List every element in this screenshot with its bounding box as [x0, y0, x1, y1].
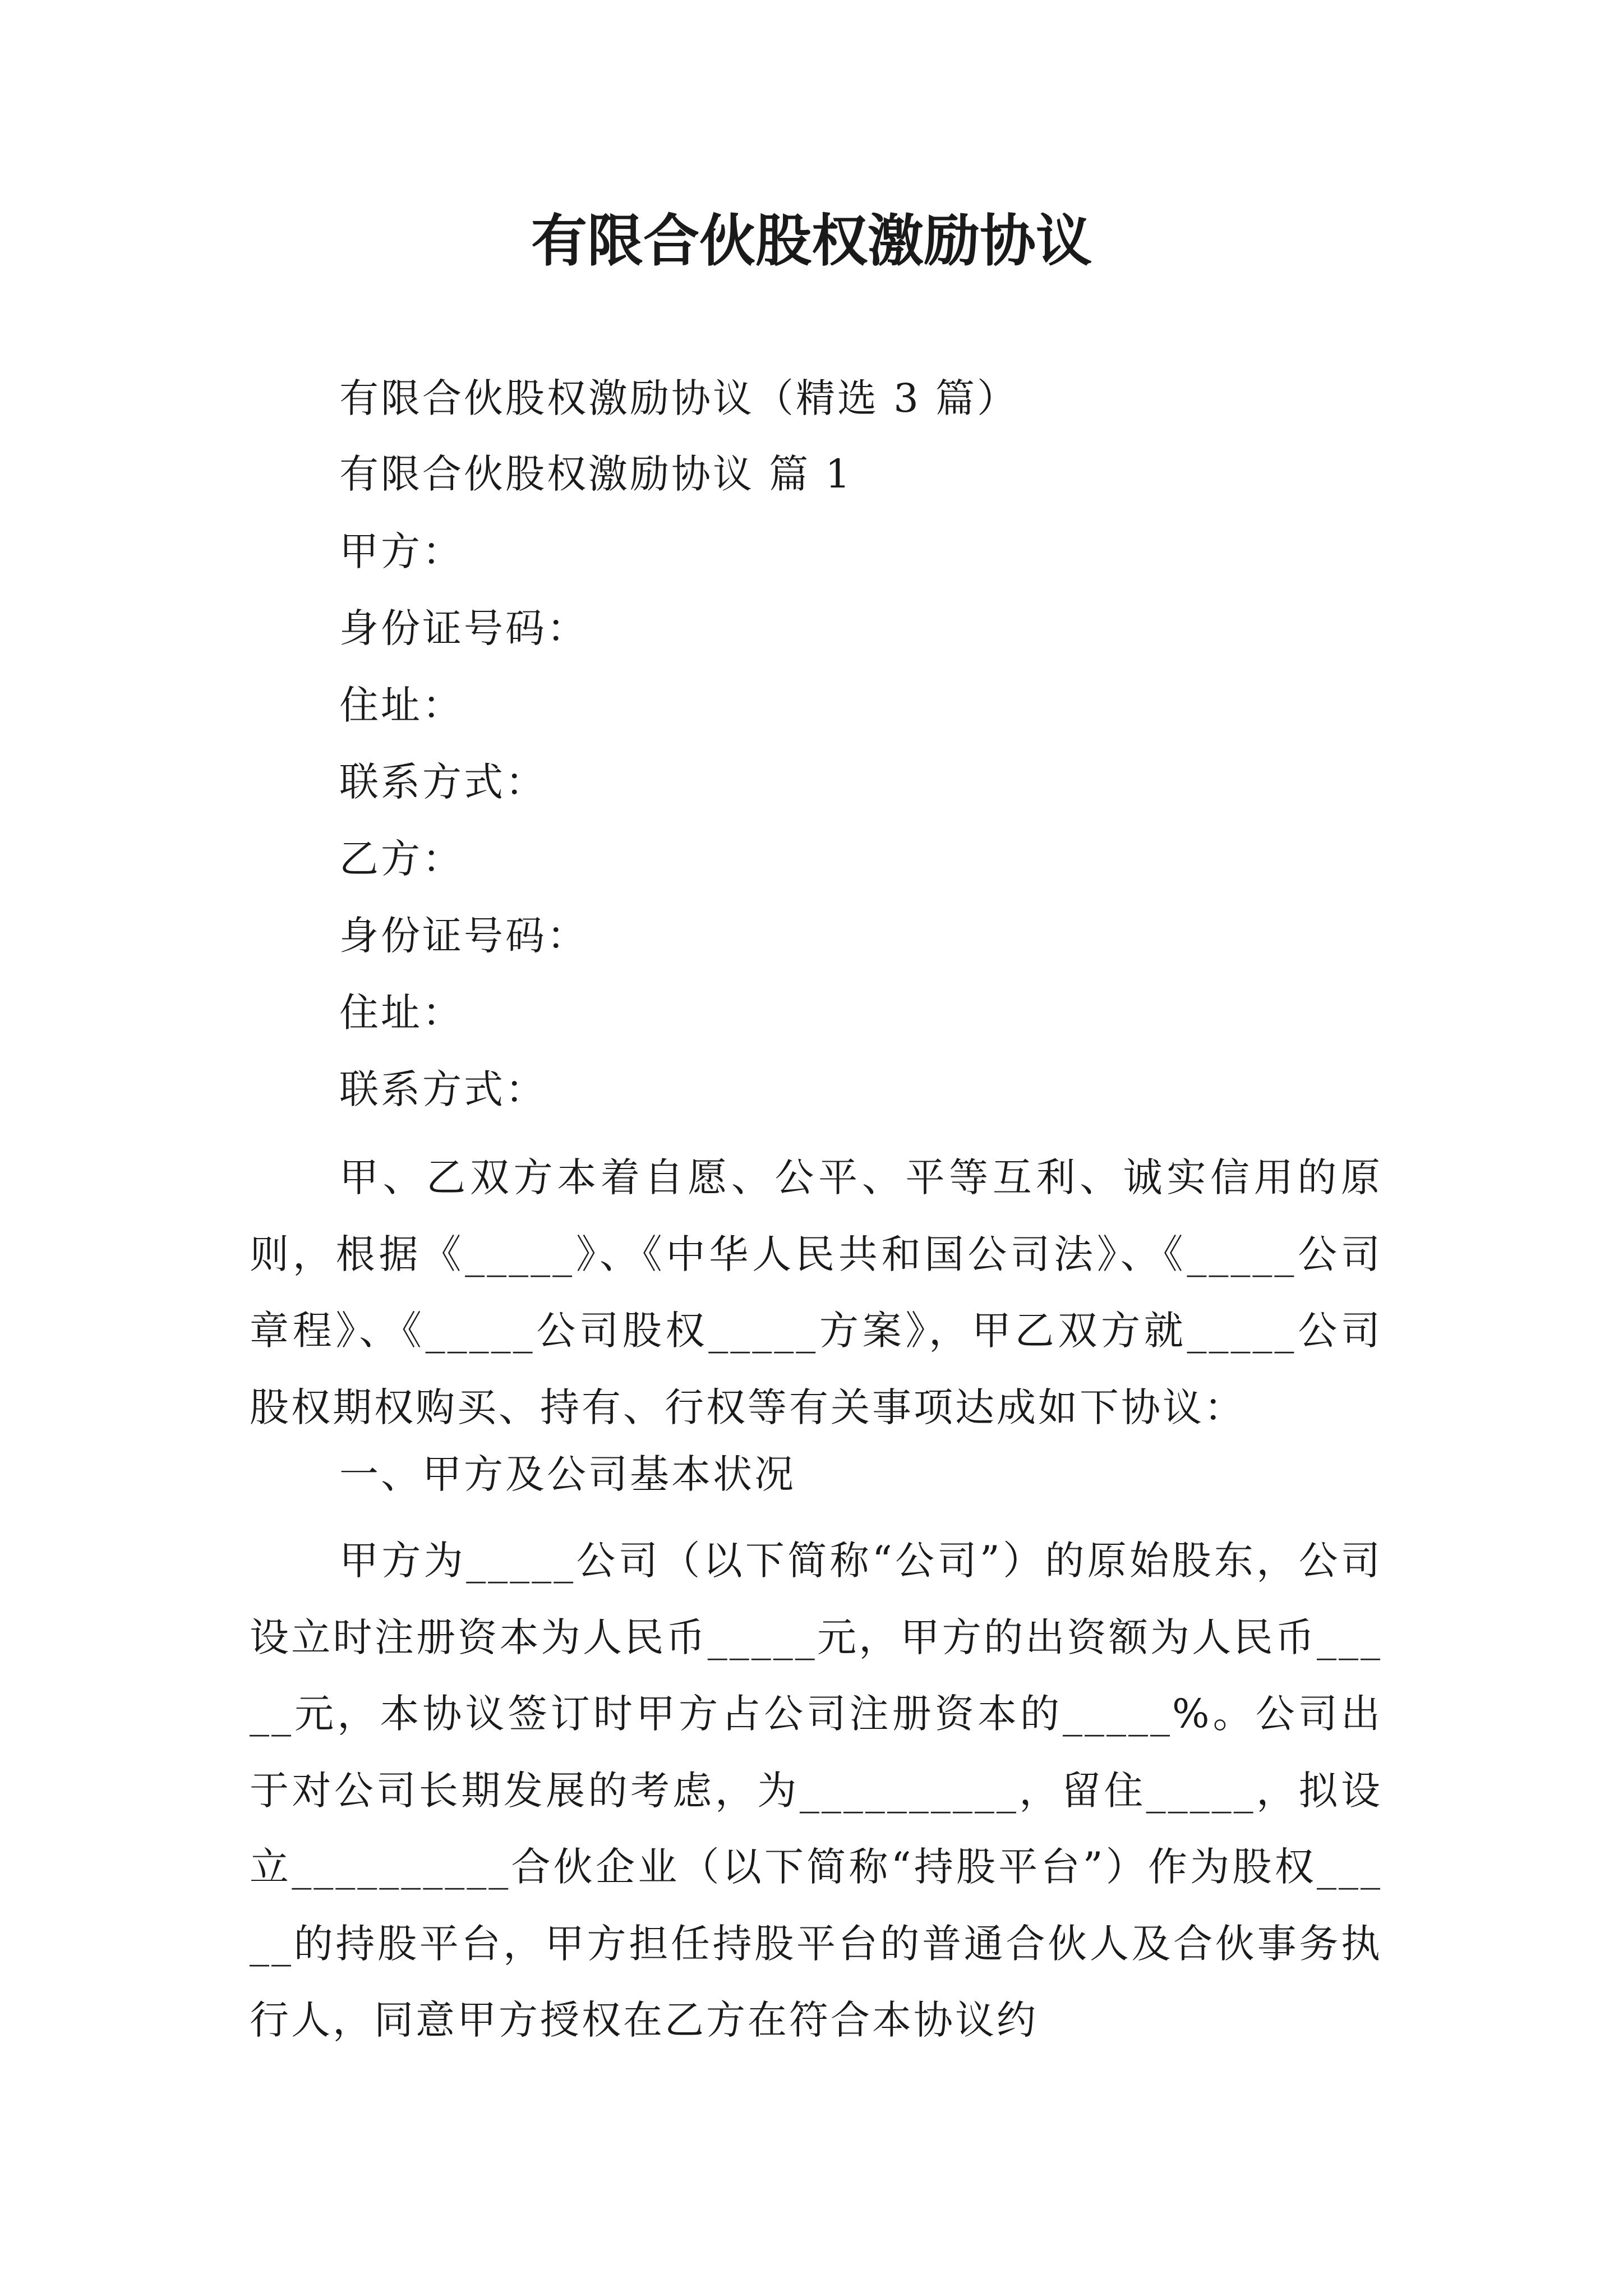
party-b-label: 乙方： — [339, 836, 464, 882]
section-heading: 有限合伙股权激励协议 篇 1 — [339, 451, 853, 497]
party-a-id-label: 身份证号码： — [339, 605, 588, 651]
party-a-address-label: 住址： — [339, 682, 464, 728]
preamble-paragraph: 甲、乙双方本着自愿、公平、平等互利、诚实信用的原则，根据《_____》、《中华人民共和国公司法》、《_____公司章程》、《_____公司股权_____方案》，甲乙双方就_____公司股权期权购买、持有、行权等有关事项达成如下协议： — [250, 1154, 1382, 1430]
clause-1-body: 甲方为_____公司（以下简称“公司”）的原始股东，公司设立时注册资本为人民币_____元，甲方的出资额为人民币_____元，本协议签订时甲方占公司注册资本的_____%。公司出于对公司长期发展的考虑，为__________，留住_____，拟设立__________合伙企业（以下简称“持股平台”）作为股权_____的持股平台，甲方担任持股平台的普通合伙人及合伙事务执行人，同意甲方授权在乙方在符合本协议约 — [250, 1538, 1382, 2043]
party-b-contact-label: 联系方式： — [339, 1066, 547, 1112]
party-a-contact-label: 联系方式： — [339, 759, 547, 805]
document-subtitle: 有限合伙股权激励协议（精选 3 篇） — [339, 375, 1019, 421]
party-a-label: 甲方： — [339, 528, 464, 574]
document-title: 有限合伙股权激励协议 — [531, 208, 1092, 274]
party-b-address-label: 住址： — [339, 990, 464, 1036]
party-b-id-label: 身份证号码： — [339, 913, 588, 959]
clause-1-heading: 一、甲方及公司基本状况 — [339, 1451, 796, 1497]
